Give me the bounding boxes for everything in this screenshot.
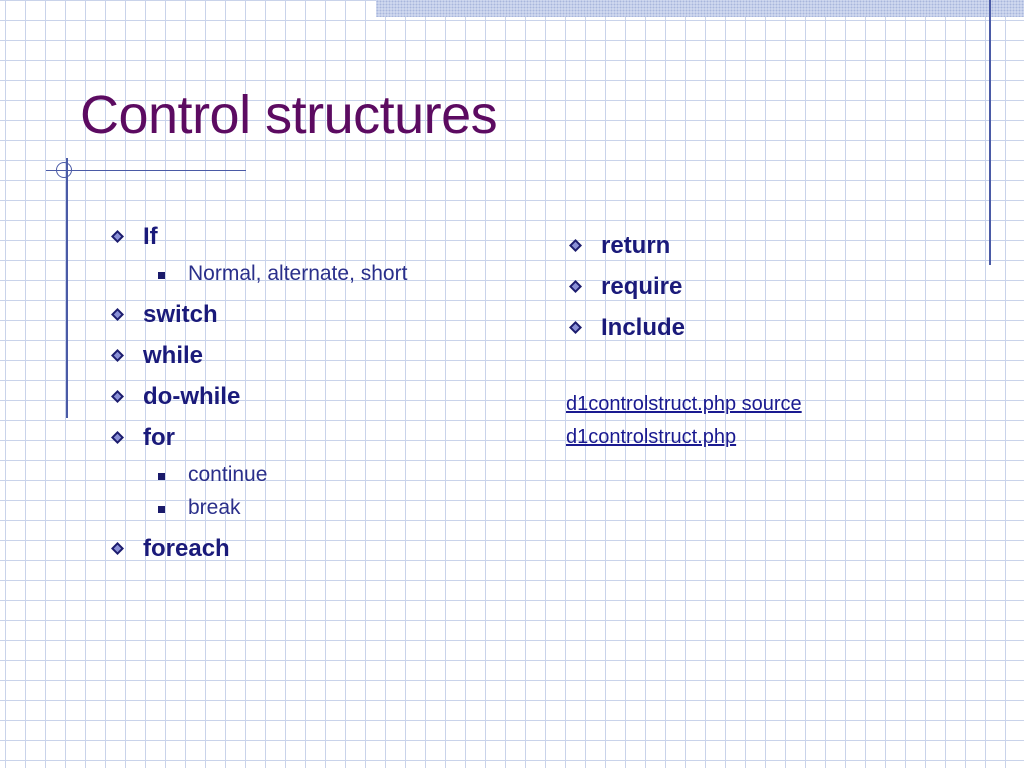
diamond-bullet-icon (569, 321, 582, 334)
diamond-bullet-icon (111, 431, 124, 444)
diamond-bullet-icon (111, 230, 124, 243)
list-item-include (566, 310, 966, 351)
link-item (566, 423, 802, 456)
list-item-switch (108, 297, 508, 338)
square-bullet-icon (158, 272, 165, 279)
diamond-bullet-icon (111, 308, 124, 321)
left-bullet-list (108, 219, 508, 572)
sub-item-break (108, 490, 508, 527)
list-item-if (108, 219, 508, 260)
sub-item-continue (108, 457, 508, 494)
list-item-label: If (143, 223, 158, 250)
list-item-do-while (108, 379, 508, 420)
link-list (566, 390, 802, 456)
list-item-while (108, 338, 508, 379)
circle-ornament-icon (56, 162, 72, 178)
diamond-bullet-icon (111, 349, 124, 362)
square-bullet-icon (158, 506, 165, 513)
list-item-label: switch (143, 301, 218, 328)
list-item-foreach (108, 531, 508, 572)
list-item-label: foreach (143, 535, 230, 562)
diamond-bullet-icon (111, 390, 124, 403)
list-item-label: while (143, 342, 204, 369)
list-item-for (108, 420, 508, 461)
list-item-label: Include (601, 314, 686, 341)
square-bullet-icon (158, 473, 165, 480)
sub-item-label: continue (188, 463, 268, 486)
right-bullet-list (566, 228, 966, 351)
header-band (376, 0, 1024, 17)
list-item-return (566, 228, 966, 269)
sub-item-label: Normal, alternate, short (188, 262, 408, 285)
diamond-bullet-icon (569, 280, 582, 293)
diamond-bullet-icon (569, 239, 582, 252)
slide-title: Control structures (80, 85, 498, 145)
list-item-require (566, 269, 966, 310)
list-item-label: do-while (143, 383, 241, 410)
sub-item-normal-alternate-short (108, 256, 508, 293)
link-item (566, 390, 802, 423)
source-link[interactable]: d1controlstruct.php source (566, 393, 802, 415)
demo-link[interactable]: d1controlstruct.php (566, 426, 737, 448)
right-accent-line (989, 0, 991, 265)
left-accent-line (66, 158, 68, 418)
list-item-label: for (143, 424, 175, 451)
list-item-label: require (601, 273, 683, 300)
title-underline (46, 170, 246, 171)
list-item-label: return (601, 232, 671, 259)
sub-item-label: break (188, 496, 241, 519)
diamond-bullet-icon (111, 542, 124, 555)
